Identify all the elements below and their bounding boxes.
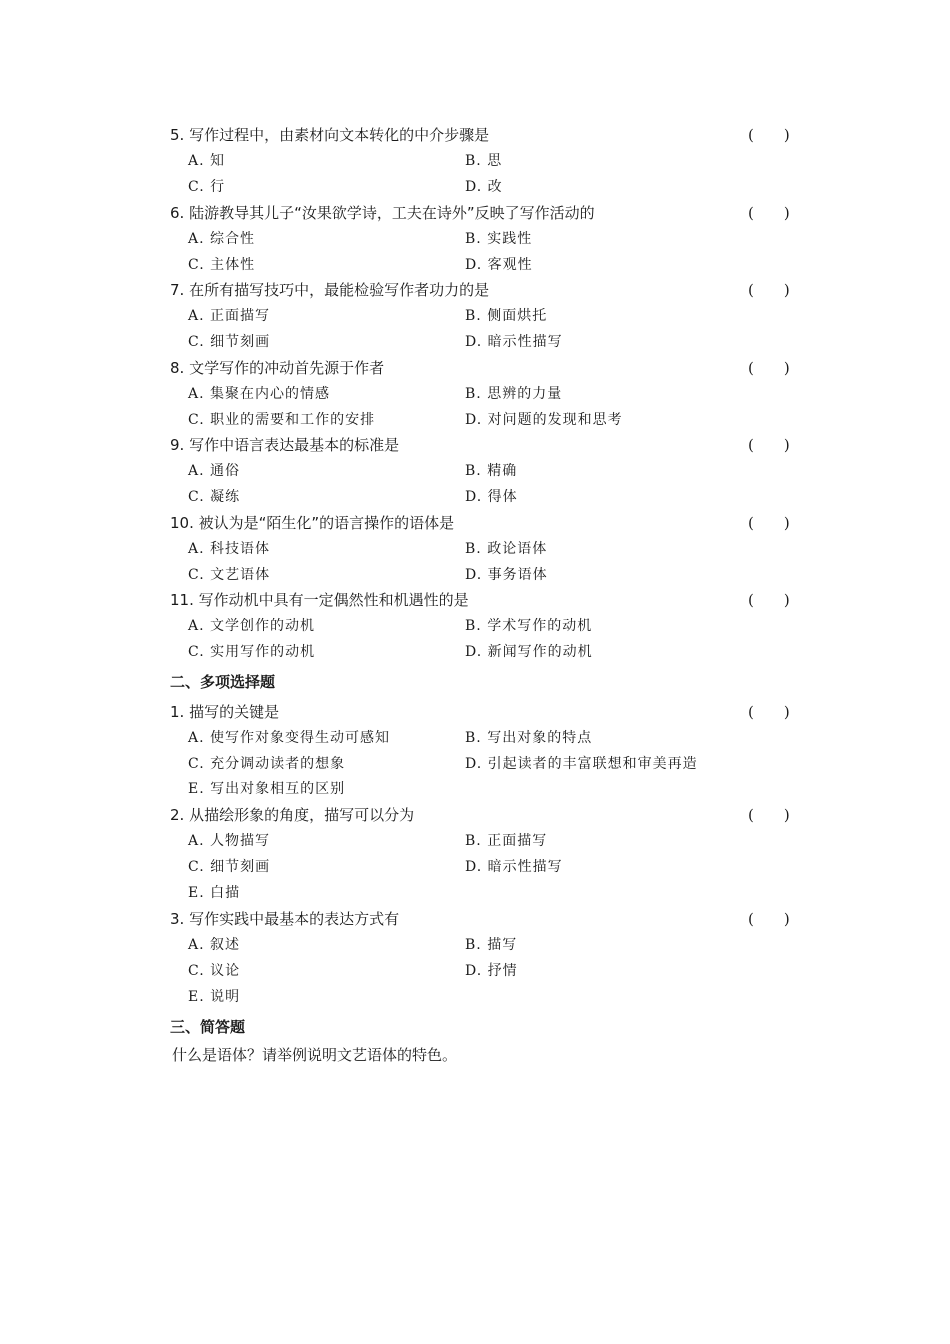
option-b: B. 思 — [465, 153, 503, 169]
option-e: E. 说明 — [188, 989, 241, 1005]
question-6 — [170, 200, 800, 226]
option-a: A. 集聚在内心的情感 — [188, 386, 331, 402]
option-a: A. 文学创作的动机 — [188, 618, 316, 634]
option-c: C. 细节刻画 — [188, 859, 271, 875]
option-c: C. 行 — [188, 179, 226, 195]
option-b: B. 侧面烘托 — [465, 308, 548, 324]
option-c: C. 细节刻画 — [188, 334, 271, 350]
option-d: D. 暗示性描写 — [465, 334, 563, 350]
question-stem: 3. 写作实践中最基本的表达方式有 — [170, 910, 400, 928]
option-a: A. 人物描写 — [188, 833, 271, 849]
question-9 — [170, 432, 800, 458]
option-c: C. 充分调动读者的想象 — [188, 756, 346, 772]
option-d: D. 新闻写作的动机 — [465, 644, 593, 660]
option-c: C. 凝练 — [188, 489, 241, 505]
option-d: D. 引起读者的丰富联想和审美再造 — [465, 756, 698, 772]
option-a: A. 叙述 — [188, 937, 241, 953]
option-a: A. 知 — [188, 153, 226, 169]
question-8 — [170, 355, 800, 381]
option-d: D. 事务语体 — [465, 567, 548, 583]
option-d: D. 改 — [465, 179, 503, 195]
answer-blank: ( ) — [748, 359, 790, 377]
question-stem: 5. 写作过程中，由素材向文本转化的中介步骤是 — [170, 126, 490, 144]
question-stem: 8. 文学写作的冲动首先源于作者 — [170, 359, 385, 377]
answer-blank: ( ) — [748, 204, 790, 222]
option-c: C. 文艺语体 — [188, 567, 271, 583]
multi-question-1 — [170, 699, 800, 725]
option-a: A. 使写作对象变得生动可感知 — [188, 730, 391, 746]
question-stem: 11. 写作动机中具有一定偶然性和机遇性的是 — [170, 591, 469, 609]
question-7 — [170, 277, 800, 303]
option-c: C. 实用写作的动机 — [188, 644, 316, 660]
option-d: D. 客观性 — [465, 257, 533, 273]
section-title-short-answer: 三、简答题 — [170, 1018, 246, 1036]
question-stem: 10. 被认为是“陌生化”的语言操作的语体是 — [170, 514, 455, 532]
option-d: D. 暗示性描写 — [465, 859, 563, 875]
answer-blank: ( ) — [748, 436, 790, 454]
question-stem: 6. 陆游教导其儿子“汝果欲学诗，工夫在诗外”反映了写作活动的 — [170, 204, 595, 222]
answer-blank: ( ) — [748, 910, 790, 928]
question-stem: 9. 写作中语言表达最基本的标准是 — [170, 436, 400, 454]
question-stem: 7. 在所有描写技巧中，最能检验写作者功力的是 — [170, 281, 490, 299]
answer-blank: ( ) — [748, 703, 790, 721]
option-b: B. 学术写作的动机 — [465, 618, 593, 634]
answer-blank: ( ) — [748, 806, 790, 824]
option-d: D. 抒情 — [465, 963, 518, 979]
option-a: A. 通俗 — [188, 463, 241, 479]
section-title-multi-choice: 二、多项选择题 — [170, 673, 276, 691]
answer-blank: ( ) — [748, 126, 790, 144]
answer-blank: ( ) — [748, 591, 790, 609]
option-b: B. 实践性 — [465, 231, 533, 247]
short-answer-question: 什么是语体？请举例说明文艺语体的特色。 — [172, 1046, 458, 1064]
option-b: B. 精确 — [465, 463, 518, 479]
option-a: A. 科技语体 — [188, 541, 271, 557]
option-d: D. 对问题的发现和思考 — [465, 412, 623, 428]
option-c: C. 职业的需要和工作的安排 — [188, 412, 376, 428]
question-stem: 1. 描写的关键是 — [170, 703, 280, 721]
option-e: E. 写出对象相互的区别 — [188, 781, 346, 797]
option-e: E. 白描 — [188, 885, 241, 901]
multi-question-3 — [170, 906, 800, 932]
option-d: D. 得体 — [465, 489, 518, 505]
question-10 — [170, 510, 800, 536]
option-b: B. 描写 — [465, 937, 518, 953]
multi-question-2 — [170, 802, 800, 828]
option-b: B. 写出对象的特点 — [465, 730, 593, 746]
answer-blank: ( ) — [748, 514, 790, 532]
option-a: A. 综合性 — [188, 231, 256, 247]
option-b: B. 政论语体 — [465, 541, 548, 557]
option-c: C. 主体性 — [188, 257, 256, 273]
option-a: A. 正面描写 — [188, 308, 271, 324]
option-b: B. 正面描写 — [465, 833, 548, 849]
question-stem: 2. 从描绘形象的角度，描写可以分为 — [170, 806, 415, 824]
answer-blank: ( ) — [748, 281, 790, 299]
option-c: C. 议论 — [188, 963, 241, 979]
option-b: B. 思辨的力量 — [465, 386, 563, 402]
question-11 — [170, 587, 800, 613]
question-5 — [170, 122, 800, 148]
